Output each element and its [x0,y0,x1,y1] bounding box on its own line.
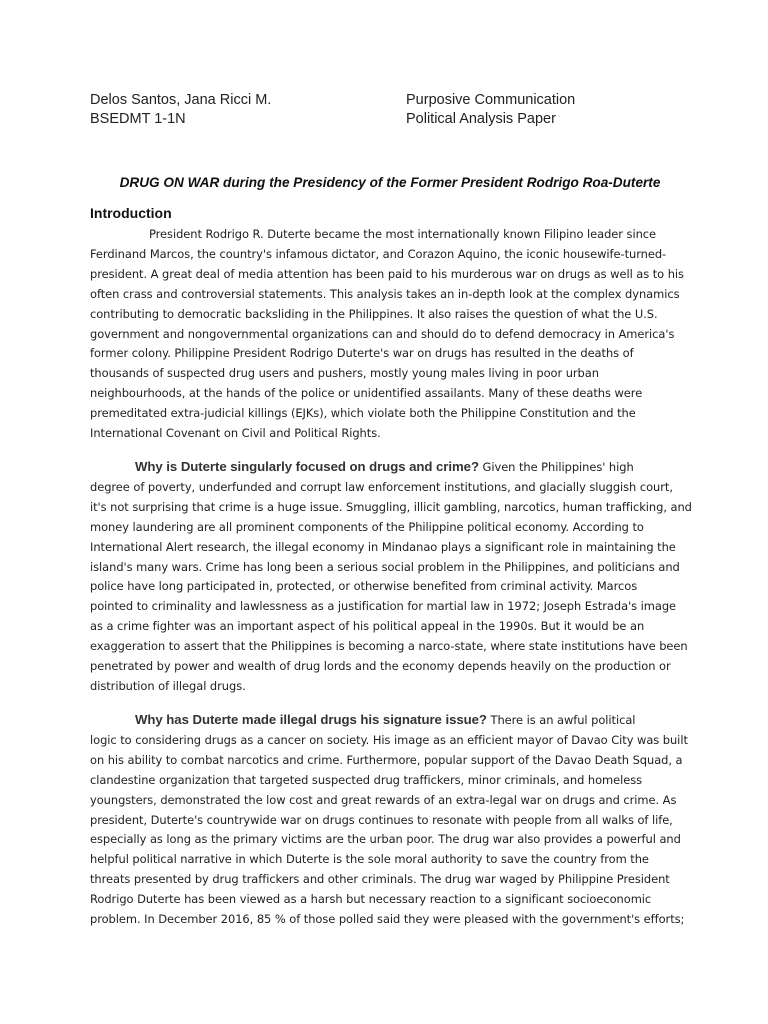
paragraph-line: Rodrigo Duterte has been viewed as a harsh but necessary reaction to a significant socioeconomic [90,892,652,907]
paragraph-line: threats presented by drug traffickers and other criminals. The drug war waged by Philippine President [90,872,670,887]
why-crime-question: Why is Duterte singularly focused on drugs and crime? [135,459,479,474]
paper-title: DRUG ON WAR during the Presidency of the Former President Rodrigo Roa-Duterte [119,175,661,190]
student-section: BSEDMT 1-1N [90,111,186,127]
paragraph-line: pointed to criminality and lawlessness as a justification for martial law in 1972; Joseph Estrada's image [90,599,677,614]
paragraph-line [90,457,682,478]
paragraph-line [90,710,682,731]
paragraph-line: youngsters, demonstrated the low cost and great rewards of an extra-legal war on drugs and crime. As [90,792,677,807]
why-signature-paragraph [90,710,688,930]
paragraph-line: president, Duterte's countrywide war on drugs continues to resonate with people from all walks of life, [90,812,673,827]
paragraph-line: government and nongovernmental organizations can and should do to defend democracy in America's [90,326,675,341]
paragraph-line: contributing to democratic backsliding in the Philippines. It also raises the question of what the U.S. [90,306,658,321]
paragraph-line: it's not surprising that crime is a huge issue. Smuggling, illicit gambling, narcotics, human trafficking, and [90,499,692,514]
author-block [90,91,271,129]
why-crime-first-line: Given the Philippines' high [478,460,634,474]
why-crime-paragraph [90,457,692,697]
paragraph-line: thousands of suspected drug users and pushers, mostly young males living in poor urban [90,366,599,381]
course-block [406,91,575,129]
paragraph-line: premeditated extra-judicial killings (EJKs), which violate both the Philippine Constitution and the [90,406,636,421]
why-signature-question: Why has Duterte made illegal drugs his signature issue? [135,712,487,727]
paragraph-line: especially as long as the primary victims are the urban poor. The drug war also provides a powerful and [90,832,681,847]
paragraph-line: money laundering are all prominent components of the Philippine political economy. According to [90,519,644,534]
paragraph-line: neighbourhoods, at the hands of the police or unidentified assailants. Many of these deaths were [90,386,643,401]
paper-type: Political Analysis Paper [406,111,556,127]
paragraph-line: degree of poverty, underfunded and corrupt law enforcement institutions, and glacially sluggish court, [90,479,673,494]
paragraph-line: president. A great deal of media attention has been paid to his murderous war on drugs as well as to his [90,266,684,281]
paragraph-line: exaggeration to assert that the Philippines is becoming a narco-state, where state institutions have been [90,639,688,654]
course-name: Purposive Communication [406,92,576,108]
why-signature-first-line: There is an awful political [486,713,636,727]
paragraph-line: penetrated by power and wealth of drug lords and the economy depends heavily on the production or [90,659,671,674]
paragraph-line: problem. In December 2016, 85 % of those polled said they were pleased with the government's efforts; [90,912,685,927]
paragraph-line: police have long participated in, protected, or otherwise benefited from criminal activity. Marcos [90,579,638,594]
paragraph-line: International Covenant on Civil and Political Rights. [90,426,381,441]
introduction-heading: Introduction [90,205,172,221]
paragraph-line: International Alert research, the illegal economy in Mindanao plays a significant role in maintaining the [90,539,676,554]
paragraph-line: Ferdinand Marcos, the country's infamous dictator, and Corazon Aquino, the iconic housewife-turned- [90,246,667,261]
paragraph-line: former colony. Philippine President Rodrigo Duterte's war on drugs has resulted in the deaths of [90,346,634,361]
introduction-paragraph [90,225,682,444]
author-name: Delos Santos, Jana Ricci M. [90,92,272,108]
paragraph-line: distribution of illegal drugs. [90,678,246,693]
paragraph-line: logic to considering drugs as a cancer on society. His image as an efficient mayor of Davao City was built [90,732,688,747]
paragraph-line: often crass and controversial statements. This analysis takes an in-depth look at the complex dynamics [90,286,680,301]
paragraph-line: as a crime fighter was an important aspect of his political appeal in the 1990s. But it would be an [90,619,645,634]
paragraph-line: clandestine organization that targeted suspected drug traffickers, minor criminals, and homeless [90,772,643,787]
paragraph-line: President Rodrigo R. Duterte became the most internationally known Filipino leader since [149,227,656,241]
paragraph-line: on his ability to combat narcotics and crime. Furthermore, popular support of the Davao Death Squad, a [90,752,683,767]
paragraph-line: helpful political narrative in which Duterte is the sole moral authority to save the country from the [90,852,649,867]
paragraph-line: island's many wars. Crime has long been a serious social problem in the Philippines, and politicians and [90,559,680,574]
